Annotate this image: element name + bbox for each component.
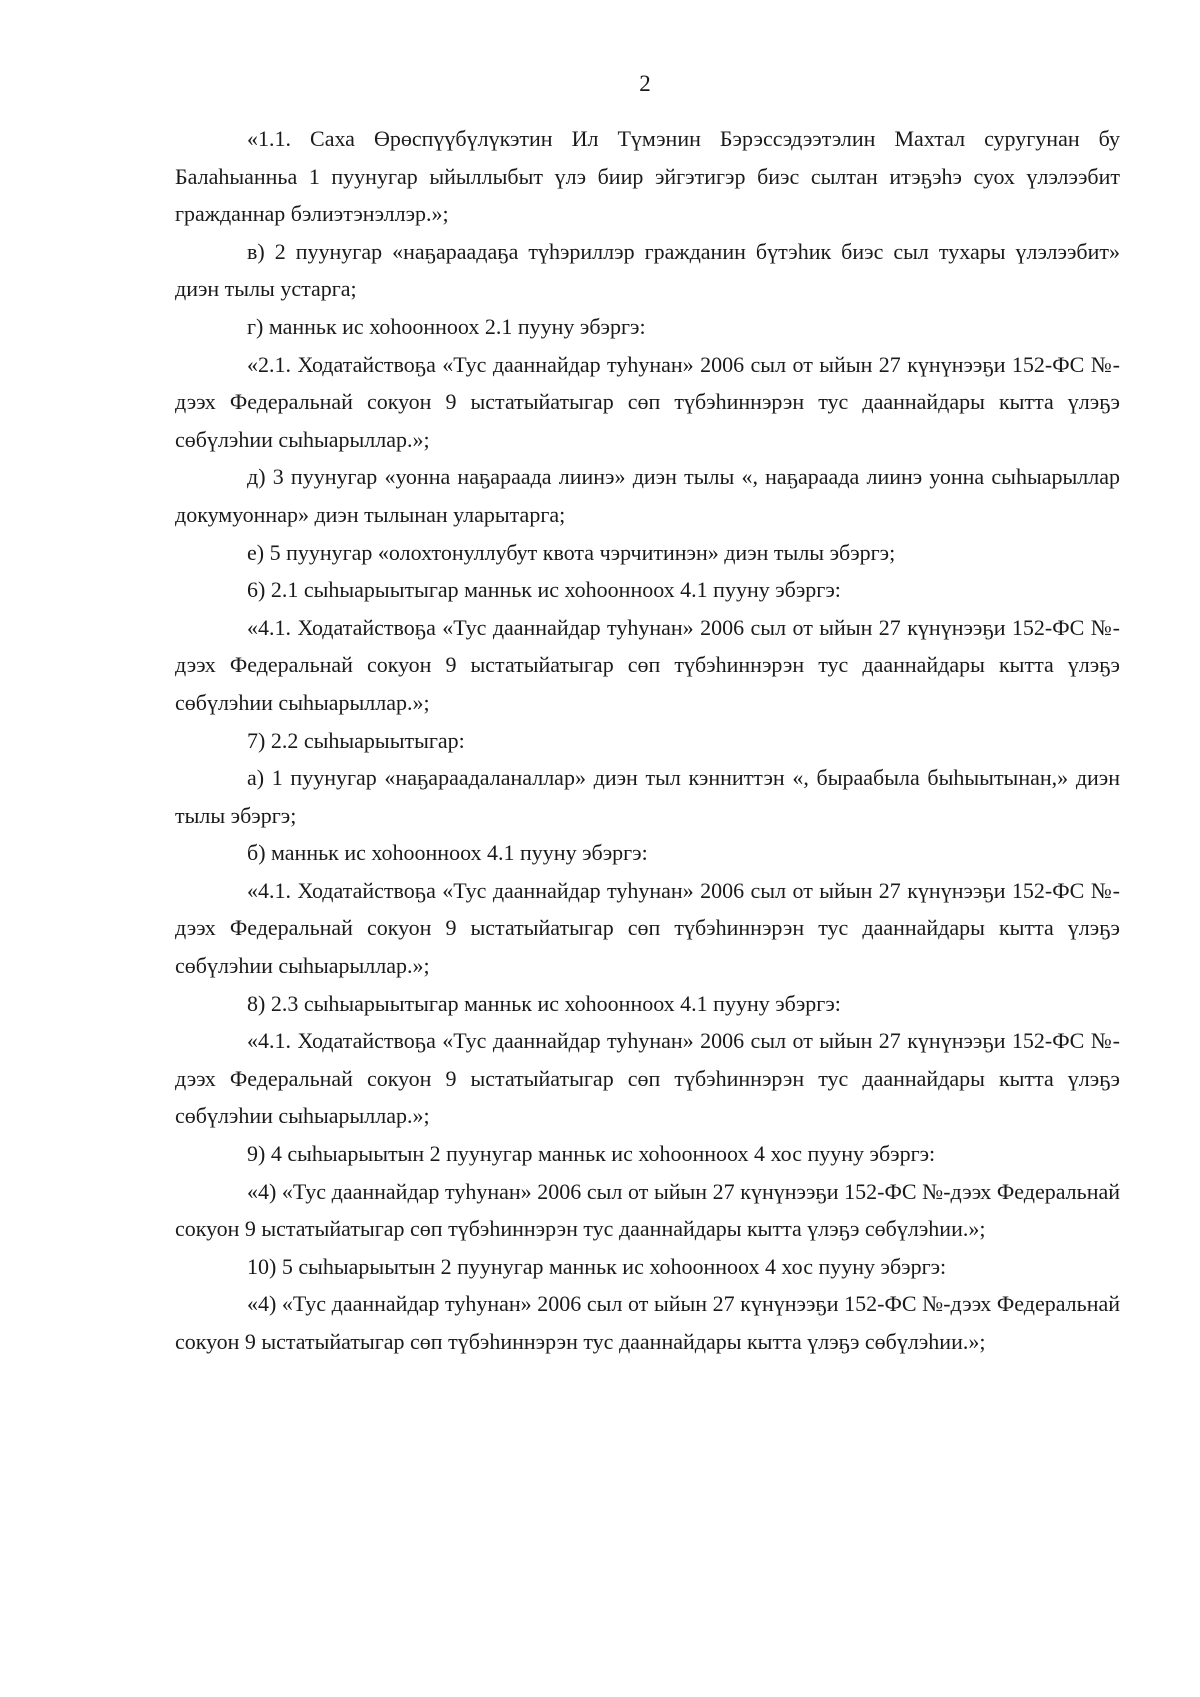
paragraph: в) 2 пуунугар «наҕараадаҕа түһэриллэр гражданин бүтэһик биэс сыл тухары үлэлээбит» диэн тылы устарга; [175, 238, 1120, 302]
paragraph: «4.1. Ходатайствоҕа «Тус дааннайдар туһунан» 2006 сыл от ыйын 27 күнүнээҕи 152-ФС №-дээх Федеральнай сокуон 9 ыстатыйатыгар сөп түбэһиннэрэн тус дааннайдары кытта үлэҕэ сөбүлэһии сыһыарыллар.»; [175, 877, 1120, 979]
paragraph: б) манньк ис хоһоонноох 4.1 пууну эбэргэ: [247, 840, 648, 866]
document-body [175, 120, 1120, 1361]
paragraph: е) 5 пуунугар «олохтонуллубут квота чэрчитинэн» диэн тылы эбэргэ; [247, 539, 896, 565]
paragraph: 9) 4 сыһыарыытын 2 пуунугар манньк ис хоһоонноох 4 хос пууну эбэргэ: [247, 1141, 936, 1167]
paragraph: 7) 2.2 сыһыарыытыгар: [247, 727, 465, 753]
paragraph: «2.1. Ходатайствоҕа «Тус дааннайдар туһунан» 2006 сыл от ыйын 27 күнүнээҕи 152-ФС №-дээх Федеральнай сокуон 9 ыстатыйатыгар сөп түбэһиннэрэн тус дааннайдары кытта үлэҕэ сөбүлэһии сыһыарыллар.»; [175, 351, 1120, 452]
paragraph: 8) 2.3 сыһыарыытыгар манньк ис хоһоонноох 4.1 пууну эбэргэ: [247, 990, 841, 1016]
paragraph: 6) 2.1 сыһыарыытыгар манньк ис хоһоонноох 4.1 пууну эбэргэ: [247, 577, 841, 603]
paragraph: «4) «Тус дааннайдар туһунан» 2006 сыл от ыйын 27 күнүнээҕи 152-ФС №-дээх Федеральнай сокуон 9 ыстатыйатыгар сөп түбэһиннэрэн тус дааннайдары кытта үлэҕэ сөбүлэһии.»; [175, 1291, 1120, 1354]
paragraph: «1.1. Саха Өрөспүүбүлүкэтин Ил Түмэнин Бэрэссэдээтэлин Махтал суругунан бу Балаһыанньа 1 пуунугар ыйыллыбыт үлэ биир эйгэтигэр биэс сылтан итэҕэһэ суох үлэлээбит гражданнар бэлиэтэнэллэр.»; [175, 126, 1120, 227]
page-number: 2 [639, 71, 651, 96]
paragraph: д) 3 пуунугар «уонна наҕараада лиинэ» диэн тылы «, наҕараада лиинэ уонна сыһыарыллар докумуоннар» диэн тылынан уларытарга; [175, 464, 1120, 527]
paragraph: г) манньк ис хоһоонноох 2.1 пууну эбэргэ: [247, 313, 646, 339]
paragraph: «4.1. Ходатайствоҕа «Тус дааннайдар туһунан» 2006 сыл от ыйын 27 күнүнээҕи 152-ФС №-дээх Федеральнай сокуон 9 ыстатыйатыгар сөп түбэһиннэрэн тус дааннайдары кытта үлэҕэ сөбүлэһии сыһыарыллар.»; [175, 1028, 1120, 1129]
paragraph: «4.1. Ходатайствоҕа «Тус дааннайдар туһунан» 2006 сыл от ыйын 27 күнүнээҕи 152-ФС №-дээх Федеральнай сокуон 9 ыстатыйатыгар сөп түбэһиннэрэн тус дааннайдары кытта үлэҕэ сөбүлэһии сыһыарыллар.»; [175, 614, 1120, 715]
paragraph: 10) 5 сыһыарыытын 2 пуунугар манньк ис хоһоонноох 4 хос пууну эбэргэ: [247, 1253, 947, 1279]
paragraph: «4) «Тус дааннайдар туһунан» 2006 сыл от ыйын 27 күнүнээҕи 152-ФС №-дээх Федеральнай сокуон 9 ыстатыйатыгар сөп түбэһиннэрэн тус дааннайдары кытта үлэҕэ сөбүлэһии.»; [175, 1178, 1120, 1242]
paragraph: а) 1 пуунугар «наҕараадаланаллар» диэн тыл кэнниттэн «, быраабыла быһыытынан,» диэн тылы эбэргэ; [175, 765, 1120, 828]
